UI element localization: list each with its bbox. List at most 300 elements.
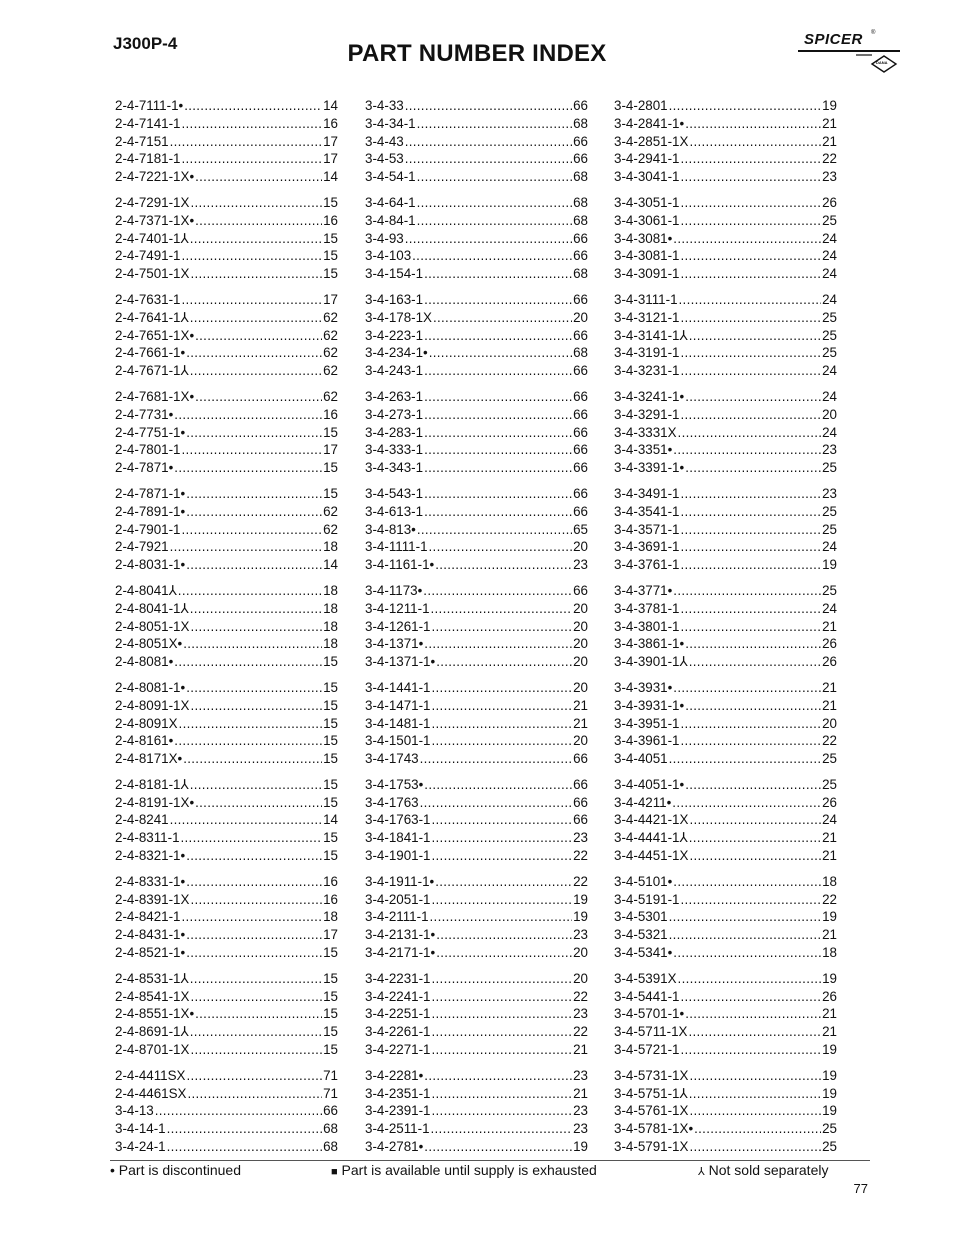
index-entry bbox=[115, 715, 338, 733]
page-reference: 25 bbox=[822, 582, 837, 598]
dot-leader bbox=[186, 847, 322, 865]
part-number: 2-4-8081• bbox=[115, 654, 174, 670]
page-reference: 16 bbox=[323, 406, 338, 422]
dot-leader bbox=[689, 811, 821, 829]
page-reference: 62 bbox=[323, 388, 338, 404]
index-entry bbox=[115, 362, 338, 380]
index-entry bbox=[115, 873, 338, 891]
index-column-2 bbox=[365, 97, 588, 1164]
legend-discontinued bbox=[110, 1162, 241, 1178]
spicer-logo bbox=[796, 30, 906, 76]
index-entry bbox=[365, 847, 588, 865]
index-entry bbox=[365, 811, 588, 829]
dot-leader bbox=[678, 424, 822, 442]
page-reference: 22 bbox=[822, 891, 837, 907]
part-number: 2-4-8041⅄ bbox=[115, 582, 177, 598]
entry-group bbox=[115, 970, 338, 1059]
dot-leader bbox=[681, 344, 822, 362]
part-number: 2-4-8051-1X bbox=[115, 618, 190, 634]
entry-group bbox=[365, 485, 588, 574]
page-reference: 15 bbox=[323, 794, 338, 810]
page-reference: 26 bbox=[822, 988, 837, 1004]
index-entry bbox=[365, 829, 588, 847]
entry-group bbox=[365, 1067, 588, 1156]
legend-limited-supply-label: Part is available until supply is exhausted bbox=[341, 1162, 597, 1178]
page-reference: 24 bbox=[822, 291, 837, 307]
index-entry bbox=[365, 194, 588, 212]
part-number: 3-4-4421-1X bbox=[614, 812, 689, 828]
part-number: 2-4-8391-1X bbox=[115, 891, 190, 907]
dot-leader bbox=[424, 1138, 572, 1156]
part-number: 2-4-7631-1 bbox=[115, 291, 181, 307]
page-reference: 21 bbox=[822, 830, 837, 846]
page-reference: 62 bbox=[323, 521, 338, 537]
page-reference: 25 bbox=[822, 327, 837, 343]
index-entry bbox=[614, 194, 837, 212]
part-number: 3-4-1501-1 bbox=[365, 733, 431, 749]
page-reference: 14 bbox=[323, 169, 338, 185]
dot-leader bbox=[424, 503, 572, 521]
page-reference: 25 bbox=[822, 776, 837, 792]
page-reference: 25 bbox=[822, 521, 837, 537]
part-number: 2-4-7401-1⅄ bbox=[115, 230, 189, 246]
part-number: 3-4-1481-1 bbox=[365, 715, 431, 731]
dot-leader bbox=[669, 908, 821, 926]
bullet-icon: • bbox=[110, 1162, 115, 1178]
part-number: 2-4-7921 bbox=[115, 539, 169, 555]
dot-leader bbox=[182, 247, 323, 265]
dot-leader bbox=[182, 115, 323, 133]
part-number: 3-4-3081-1 bbox=[614, 248, 680, 264]
page-reference: 15 bbox=[323, 751, 338, 767]
part-number: 3-4-2281• bbox=[365, 1067, 424, 1083]
page-reference: 22 bbox=[822, 151, 837, 167]
part-number: 2-4-8181-1⅄ bbox=[115, 776, 189, 792]
part-number: 2-4-7221-1X• bbox=[115, 169, 195, 185]
dot-leader bbox=[186, 1067, 322, 1085]
dot-leader bbox=[431, 1120, 573, 1138]
part-number: 3-4-2511-1 bbox=[365, 1121, 430, 1137]
index-entry bbox=[614, 635, 837, 653]
dot-leader bbox=[432, 1085, 573, 1103]
index-entry bbox=[365, 732, 588, 750]
page-reference: 68 bbox=[323, 1139, 338, 1155]
part-number: 2-4-8541-1X bbox=[115, 988, 190, 1004]
part-number: 2-4-8091-1X bbox=[115, 697, 190, 713]
index-entry bbox=[115, 811, 338, 829]
page-reference: 24 bbox=[822, 388, 837, 404]
part-number: 2-4-8091X bbox=[115, 715, 178, 731]
index-column-3 bbox=[614, 97, 837, 1164]
index-entry bbox=[614, 309, 837, 327]
part-number: 3-4-3931-1• bbox=[614, 697, 685, 713]
index-entry bbox=[614, 715, 837, 733]
entry-group bbox=[365, 873, 588, 962]
index-entry bbox=[365, 247, 588, 265]
index-entry bbox=[115, 247, 338, 265]
part-number: 3-4-154-1 bbox=[365, 266, 424, 282]
part-number: 2-4-7651-1X• bbox=[115, 327, 195, 343]
page-reference: 71 bbox=[323, 1085, 338, 1101]
index-entry bbox=[365, 988, 588, 1006]
page-reference: 66 bbox=[573, 751, 588, 767]
part-number: 3-4-1911-1• bbox=[365, 873, 435, 889]
page-reference: 20 bbox=[573, 733, 588, 749]
index-entry bbox=[365, 1067, 588, 1085]
index-entry bbox=[365, 944, 588, 962]
dot-leader bbox=[435, 556, 572, 574]
index-entry bbox=[115, 97, 338, 115]
page-reference: 68 bbox=[573, 266, 588, 282]
part-number: 3-4-5761-1X bbox=[614, 1103, 689, 1119]
page-reference: 66 bbox=[573, 133, 588, 149]
part-number: 3-4-3801-1 bbox=[614, 618, 680, 634]
page-reference: 66 bbox=[573, 291, 588, 307]
part-number: 2-4-7181-1 bbox=[115, 151, 181, 167]
part-number: 3-4-43 bbox=[365, 133, 404, 149]
index-entry bbox=[365, 715, 588, 733]
dot-leader bbox=[681, 521, 822, 539]
dot-leader bbox=[673, 582, 821, 600]
dot-leader bbox=[673, 944, 821, 962]
page-reference: 18 bbox=[822, 873, 837, 889]
index-entry bbox=[115, 406, 338, 424]
index-entry bbox=[614, 988, 837, 1006]
part-number: 3-4-33 bbox=[365, 98, 404, 113]
dot-leader bbox=[436, 926, 572, 944]
part-number: 3-4-4051 bbox=[614, 751, 668, 767]
part-number: 2-4-7371-1X• bbox=[115, 212, 195, 228]
index-entry bbox=[365, 230, 588, 248]
page-reference: 15 bbox=[323, 1006, 338, 1022]
index-entry bbox=[115, 344, 338, 362]
index-entry bbox=[614, 212, 837, 230]
entry-group bbox=[115, 388, 338, 477]
dot-leader bbox=[681, 150, 822, 168]
index-entry bbox=[614, 750, 837, 768]
index-entry bbox=[365, 1102, 588, 1120]
dot-leader bbox=[424, 776, 572, 794]
page-reference: 62 bbox=[323, 345, 338, 361]
entry-group bbox=[115, 582, 338, 671]
page-reference: 20 bbox=[573, 539, 588, 555]
dot-leader bbox=[681, 732, 822, 750]
dot-leader bbox=[186, 503, 322, 521]
index-entry bbox=[614, 344, 837, 362]
index-entry bbox=[614, 115, 837, 133]
index-entry bbox=[614, 847, 837, 865]
page-reference: 23 bbox=[573, 1121, 588, 1137]
dot-leader bbox=[433, 309, 572, 327]
dot-leader bbox=[183, 750, 322, 768]
index-entry bbox=[115, 133, 338, 151]
index-entry bbox=[614, 521, 837, 539]
page-reference: 68 bbox=[573, 212, 588, 228]
index-entry bbox=[614, 794, 837, 812]
page-reference: 19 bbox=[822, 98, 837, 113]
index-entry bbox=[614, 1023, 837, 1041]
page-reference: 24 bbox=[822, 424, 837, 440]
dot-leader bbox=[423, 582, 572, 600]
index-entry bbox=[614, 679, 837, 697]
dot-leader bbox=[190, 230, 322, 248]
part-number: 3-4-3541-1 bbox=[614, 503, 680, 519]
index-entry bbox=[614, 653, 837, 671]
entry-group bbox=[614, 1067, 837, 1156]
document-code: J300P-4 bbox=[113, 34, 178, 53]
dot-leader bbox=[190, 970, 322, 988]
part-number: 3-4-1901-1 bbox=[365, 848, 431, 864]
part-number: 3-4-4211• bbox=[614, 794, 672, 810]
page-reference: 23 bbox=[573, 927, 588, 943]
part-number: 3-4-3241-1• bbox=[614, 388, 685, 404]
dot-leader bbox=[672, 794, 821, 812]
page-reference: 14 bbox=[323, 812, 338, 828]
index-entry bbox=[115, 521, 338, 539]
part-number: 3-4-4441-1⅄ bbox=[614, 830, 688, 846]
part-number: 3-4-3571-1 bbox=[614, 521, 680, 537]
part-number: 3-4-1371-1• bbox=[365, 654, 436, 670]
page-reference: 16 bbox=[323, 891, 338, 907]
entry-group bbox=[365, 97, 588, 186]
page-reference: 21 bbox=[822, 848, 837, 864]
index-entry bbox=[115, 194, 338, 212]
index-entry bbox=[365, 679, 588, 697]
part-number: 3-4-53 bbox=[365, 151, 404, 167]
page-reference: 21 bbox=[573, 697, 588, 713]
page-reference: 65 bbox=[573, 521, 588, 537]
part-number: 3-4-1471-1 bbox=[365, 697, 431, 713]
index-entry bbox=[365, 926, 588, 944]
entry-group bbox=[614, 970, 837, 1059]
page-reference: 23 bbox=[573, 1006, 588, 1022]
index-entry bbox=[365, 873, 588, 891]
part-number: 3-4-1743 bbox=[365, 751, 419, 767]
part-number: 3-4-5191-1 bbox=[614, 891, 680, 907]
dot-leader bbox=[432, 732, 573, 750]
dot-leader bbox=[681, 247, 822, 265]
dot-leader bbox=[681, 891, 822, 909]
page-reference: 15 bbox=[323, 848, 338, 864]
dot-leader bbox=[681, 362, 822, 380]
dot-leader bbox=[681, 194, 822, 212]
page-reference: 62 bbox=[323, 363, 338, 379]
index-entry bbox=[365, 503, 588, 521]
index-entry bbox=[115, 600, 338, 618]
part-number: 3-4-3111-1 bbox=[614, 291, 678, 307]
part-number: 3-4-3771• bbox=[614, 582, 673, 598]
index-entry bbox=[115, 309, 338, 327]
index-entry bbox=[365, 970, 588, 988]
part-number: 2-4-7801-1 bbox=[115, 442, 181, 458]
page-reference: 66 bbox=[573, 794, 588, 810]
page-reference: 25 bbox=[822, 212, 837, 228]
entry-group bbox=[614, 679, 837, 768]
index-entry bbox=[115, 891, 338, 909]
part-number: 3-4-178-1X bbox=[365, 309, 432, 325]
page-reference: 66 bbox=[573, 776, 588, 792]
dot-leader bbox=[681, 538, 822, 556]
part-number: 3-4-3041-1 bbox=[614, 169, 680, 185]
dot-leader bbox=[681, 988, 822, 1006]
dot-leader bbox=[673, 679, 821, 697]
dot-leader bbox=[681, 556, 822, 574]
index-entry bbox=[614, 618, 837, 636]
index-entry bbox=[115, 776, 338, 794]
dot-leader bbox=[432, 988, 573, 1006]
index-entry bbox=[115, 327, 338, 345]
page-reference: 66 bbox=[573, 442, 588, 458]
index-entry bbox=[365, 891, 588, 909]
dot-leader bbox=[170, 811, 322, 829]
dot-leader bbox=[424, 635, 572, 653]
part-number: 3-4-813• bbox=[365, 521, 416, 537]
part-number: 3-4-2841-1• bbox=[614, 115, 685, 131]
entry-group bbox=[365, 679, 588, 768]
dot-leader bbox=[167, 1138, 322, 1156]
registered-mark: ® bbox=[871, 30, 876, 36]
page-reference: 25 bbox=[822, 1121, 837, 1137]
dot-leader bbox=[405, 97, 572, 115]
index-entry bbox=[115, 1120, 338, 1138]
dot-leader bbox=[432, 847, 573, 865]
page-reference: 23 bbox=[573, 557, 588, 573]
dot-leader bbox=[195, 1005, 322, 1023]
part-number: 2-4-8431-1• bbox=[115, 927, 186, 943]
legend-limited-supply bbox=[331, 1162, 597, 1178]
index-entry bbox=[365, 582, 588, 600]
part-number: 3-4-5101• bbox=[614, 873, 673, 889]
part-number: 2-4-8311-1 bbox=[115, 830, 180, 846]
dot-leader bbox=[681, 406, 822, 424]
dot-leader bbox=[685, 1005, 821, 1023]
legend-not-sold-separately bbox=[698, 1162, 828, 1178]
dot-leader bbox=[432, 1102, 573, 1120]
index-entry bbox=[365, 265, 588, 283]
index-entry bbox=[115, 1067, 338, 1085]
page-reference: 68 bbox=[323, 1121, 338, 1137]
part-number: 2-4-8421-1 bbox=[115, 909, 181, 925]
index-entry bbox=[614, 1085, 837, 1103]
part-number: 3-4-3931• bbox=[614, 679, 673, 695]
page-reference: 66 bbox=[573, 424, 588, 440]
dot-leader bbox=[424, 459, 572, 477]
dot-leader bbox=[694, 1120, 821, 1138]
dot-leader bbox=[430, 908, 573, 926]
dot-leader bbox=[186, 926, 322, 944]
entry-group bbox=[365, 194, 588, 283]
page-reference: 18 bbox=[323, 618, 338, 634]
index-entry bbox=[115, 538, 338, 556]
index-entry bbox=[614, 133, 837, 151]
entry-group bbox=[365, 388, 588, 477]
page-reference: 23 bbox=[573, 1067, 588, 1083]
page-reference: 21 bbox=[822, 1006, 837, 1022]
part-number: 2-4-8191-1X• bbox=[115, 794, 195, 810]
page-reference: 21 bbox=[573, 1085, 588, 1101]
part-number: 2-4-7871• bbox=[115, 460, 174, 476]
page-reference: 20 bbox=[573, 679, 588, 695]
dot-leader bbox=[181, 829, 323, 847]
index-entry bbox=[115, 635, 338, 653]
part-number: 3-4-3291-1 bbox=[614, 406, 680, 422]
index-entry bbox=[365, 618, 588, 636]
index-entry bbox=[365, 908, 588, 926]
part-number: 3-4-3061-1 bbox=[614, 212, 680, 228]
page-reference: 17 bbox=[323, 291, 338, 307]
page-reference: 25 bbox=[822, 1139, 837, 1155]
page-reference: 19 bbox=[822, 1067, 837, 1083]
dot-leader bbox=[436, 944, 572, 962]
index-entry bbox=[365, 459, 588, 477]
page-reference: 21 bbox=[822, 927, 837, 943]
page-reference: 25 bbox=[822, 345, 837, 361]
index-entry bbox=[614, 150, 837, 168]
dot-leader bbox=[182, 150, 323, 168]
part-number: 3-4-3231-1 bbox=[614, 363, 680, 379]
part-number: 3-4-5441-1 bbox=[614, 988, 680, 1004]
index-entry bbox=[365, 697, 588, 715]
part-number: 3-4-1763 bbox=[365, 794, 419, 810]
dot-leader bbox=[673, 230, 821, 248]
part-number: 3-4-1111-1 bbox=[365, 539, 428, 555]
index-entry bbox=[365, 327, 588, 345]
dot-leader bbox=[681, 485, 822, 503]
page-reference: 68 bbox=[573, 169, 588, 185]
index-entry bbox=[115, 1102, 338, 1120]
part-number: 2-4-7731• bbox=[115, 406, 174, 422]
entry-group bbox=[614, 873, 837, 962]
part-number: 3-4-1441-1 bbox=[365, 679, 431, 695]
part-number: 3-4-34-1 bbox=[365, 115, 416, 131]
page-reference: 15 bbox=[323, 945, 338, 961]
part-number: 3-4-5721-1 bbox=[614, 1042, 680, 1058]
part-number: 3-4-273-1 bbox=[365, 406, 424, 422]
index-entry bbox=[115, 582, 338, 600]
page-reference: 23 bbox=[822, 485, 837, 501]
part-number: 2-4-7661-1• bbox=[115, 345, 186, 361]
dot-leader bbox=[688, 1023, 821, 1041]
index-entry bbox=[115, 847, 338, 865]
part-number: 3-4-3781-1 bbox=[614, 600, 680, 616]
dot-leader bbox=[195, 794, 322, 812]
index-entry bbox=[115, 926, 338, 944]
index-entry bbox=[365, 1005, 588, 1023]
part-number: 2-4-7871-1• bbox=[115, 485, 186, 501]
dot-leader bbox=[186, 485, 322, 503]
index-entry bbox=[365, 115, 588, 133]
part-number: 3-4-2261-1 bbox=[365, 1024, 431, 1040]
dot-leader bbox=[424, 406, 572, 424]
page-reference: 14 bbox=[323, 98, 338, 113]
part-number: 3-4-5301 bbox=[614, 909, 668, 925]
index-entry bbox=[115, 168, 338, 186]
dot-leader bbox=[669, 750, 821, 768]
page-reference: 22 bbox=[822, 733, 837, 749]
dot-leader bbox=[669, 926, 821, 944]
dot-leader bbox=[190, 265, 322, 283]
part-number: 2-4-8161• bbox=[115, 733, 174, 749]
dot-leader bbox=[689, 1138, 821, 1156]
part-number: 3-4-5341• bbox=[614, 945, 673, 961]
index-entry bbox=[614, 538, 837, 556]
part-number: 3-4-54-1 bbox=[365, 169, 416, 185]
dot-leader bbox=[432, 891, 573, 909]
index-entry bbox=[365, 406, 588, 424]
page-reference: 66 bbox=[573, 98, 588, 113]
part-number: 2-4-8331-1• bbox=[115, 873, 186, 889]
dot-leader bbox=[432, 970, 573, 988]
